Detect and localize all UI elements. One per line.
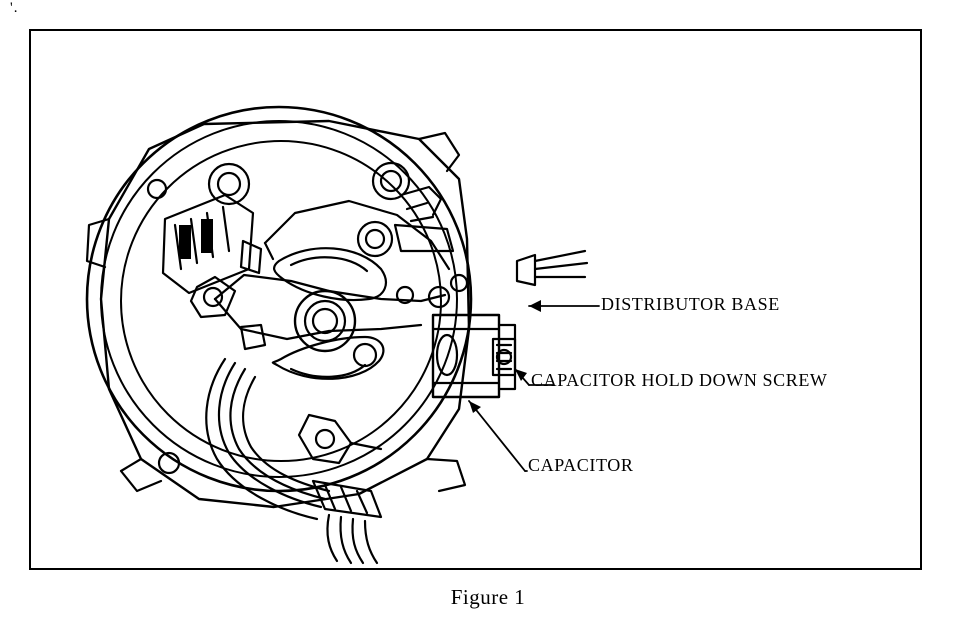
callout-distributor-base: DISTRIBUTOR BASE xyxy=(601,294,780,314)
figure-caption: Figure 1 xyxy=(450,585,526,609)
callout-capacitor-hold-down-screw: CAPACITOR HOLD DOWN SCREW xyxy=(531,370,828,390)
callout-capacitor: CAPACITOR xyxy=(528,455,634,475)
distributor-diagram xyxy=(29,29,922,570)
corner-mark: '. xyxy=(10,0,19,16)
